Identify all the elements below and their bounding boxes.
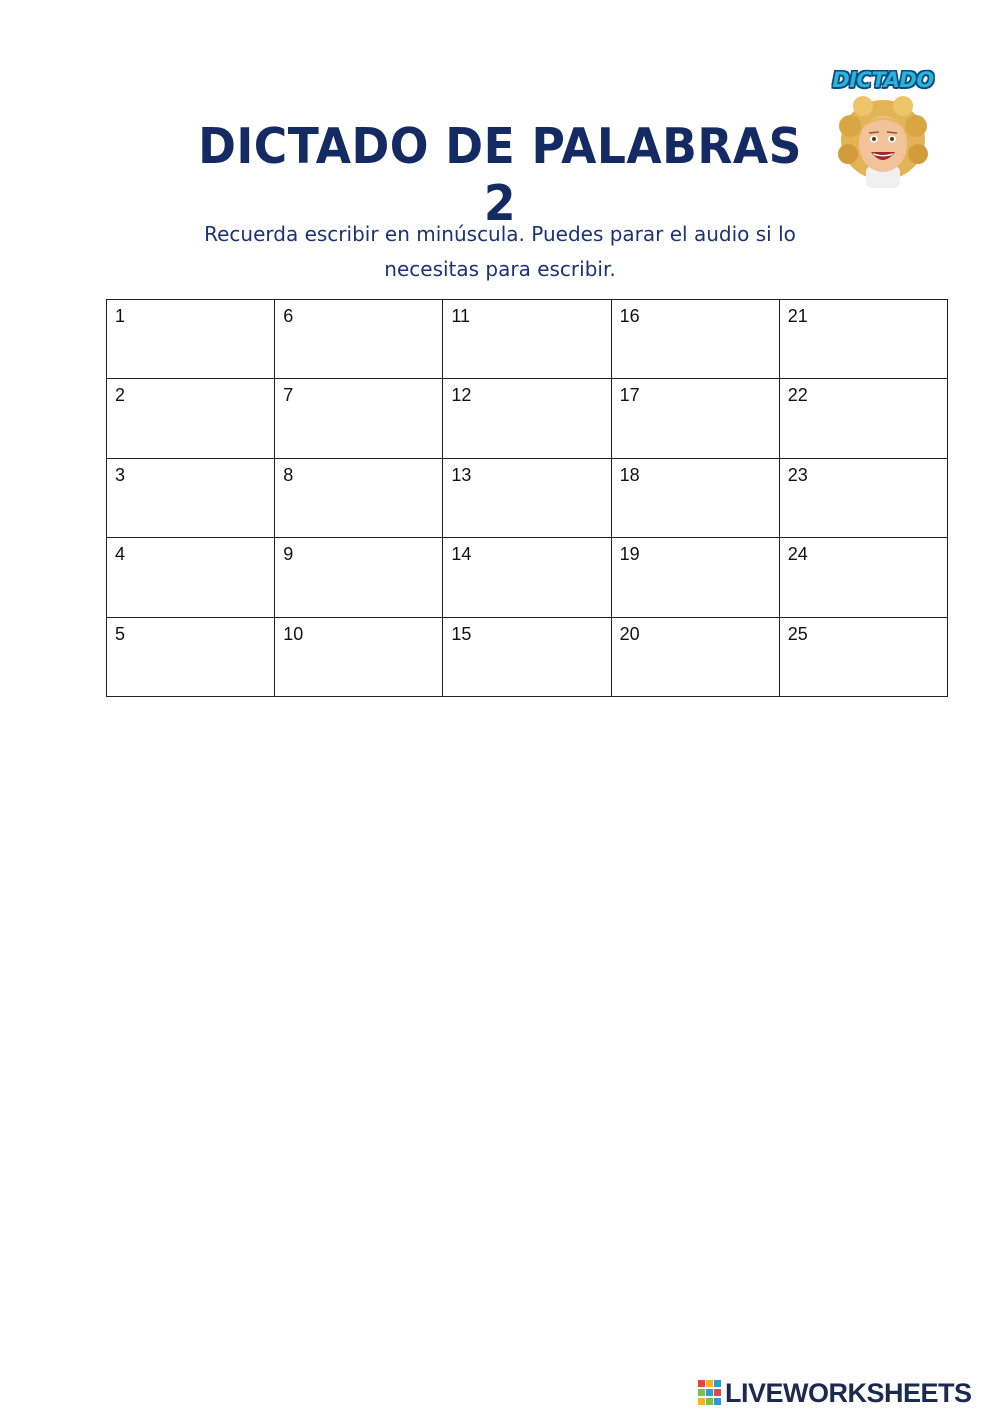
word-cell[interactable]: 22 [779, 379, 947, 458]
word-cell[interactable]: 8 [275, 458, 443, 537]
word-cell[interactable]: 3 [107, 458, 275, 537]
table-row [107, 617, 948, 696]
liveworksheets-logo-icon [698, 1380, 722, 1406]
word-cell[interactable]: 18 [611, 458, 779, 537]
teacher-avatar-icon [838, 96, 928, 191]
word-cell[interactable]: 15 [443, 617, 611, 696]
word-cell[interactable]: 12 [443, 379, 611, 458]
table-row [107, 458, 948, 537]
word-cell[interactable]: 23 [779, 458, 947, 537]
word-cell[interactable]: 13 [443, 458, 611, 537]
word-cell[interactable]: 1 [107, 300, 275, 379]
liveworksheets-brand [698, 1378, 972, 1408]
word-cell[interactable]: 16 [611, 300, 779, 379]
table-row [107, 379, 948, 458]
word-cell[interactable]: 4 [107, 538, 275, 617]
dictado-badge [818, 68, 948, 193]
brand-text: LIVEWORKSHEETS [725, 1377, 972, 1408]
word-cell[interactable]: 24 [779, 538, 947, 617]
word-cell[interactable]: 17 [611, 379, 779, 458]
word-cell[interactable]: 9 [275, 538, 443, 617]
word-cell[interactable]: 11 [443, 300, 611, 379]
page-title: DICTADO DE PALABRAS 2 [198, 118, 802, 232]
word-cell[interactable]: 19 [611, 538, 779, 617]
word-cell[interactable]: 2 [107, 379, 275, 458]
word-cell[interactable]: 14 [443, 538, 611, 617]
badge-label: DICTADO [832, 68, 934, 92]
word-cell[interactable]: 6 [275, 300, 443, 379]
table-row [107, 538, 948, 617]
instructions-line-2: necesitas para escribir. [384, 257, 616, 281]
table-row [107, 300, 948, 379]
word-cell[interactable]: 5 [107, 617, 275, 696]
word-cell[interactable]: 25 [779, 617, 947, 696]
instructions [160, 217, 840, 287]
word-cell[interactable]: 21 [779, 300, 947, 379]
word-cell[interactable]: 20 [611, 617, 779, 696]
word-cell[interactable]: 10 [275, 617, 443, 696]
dictation-grid [106, 299, 948, 697]
word-cell[interactable]: 7 [275, 379, 443, 458]
instructions-line-1: Recuerda escribir en minúscula. Puedes parar el audio si lo [204, 222, 796, 246]
